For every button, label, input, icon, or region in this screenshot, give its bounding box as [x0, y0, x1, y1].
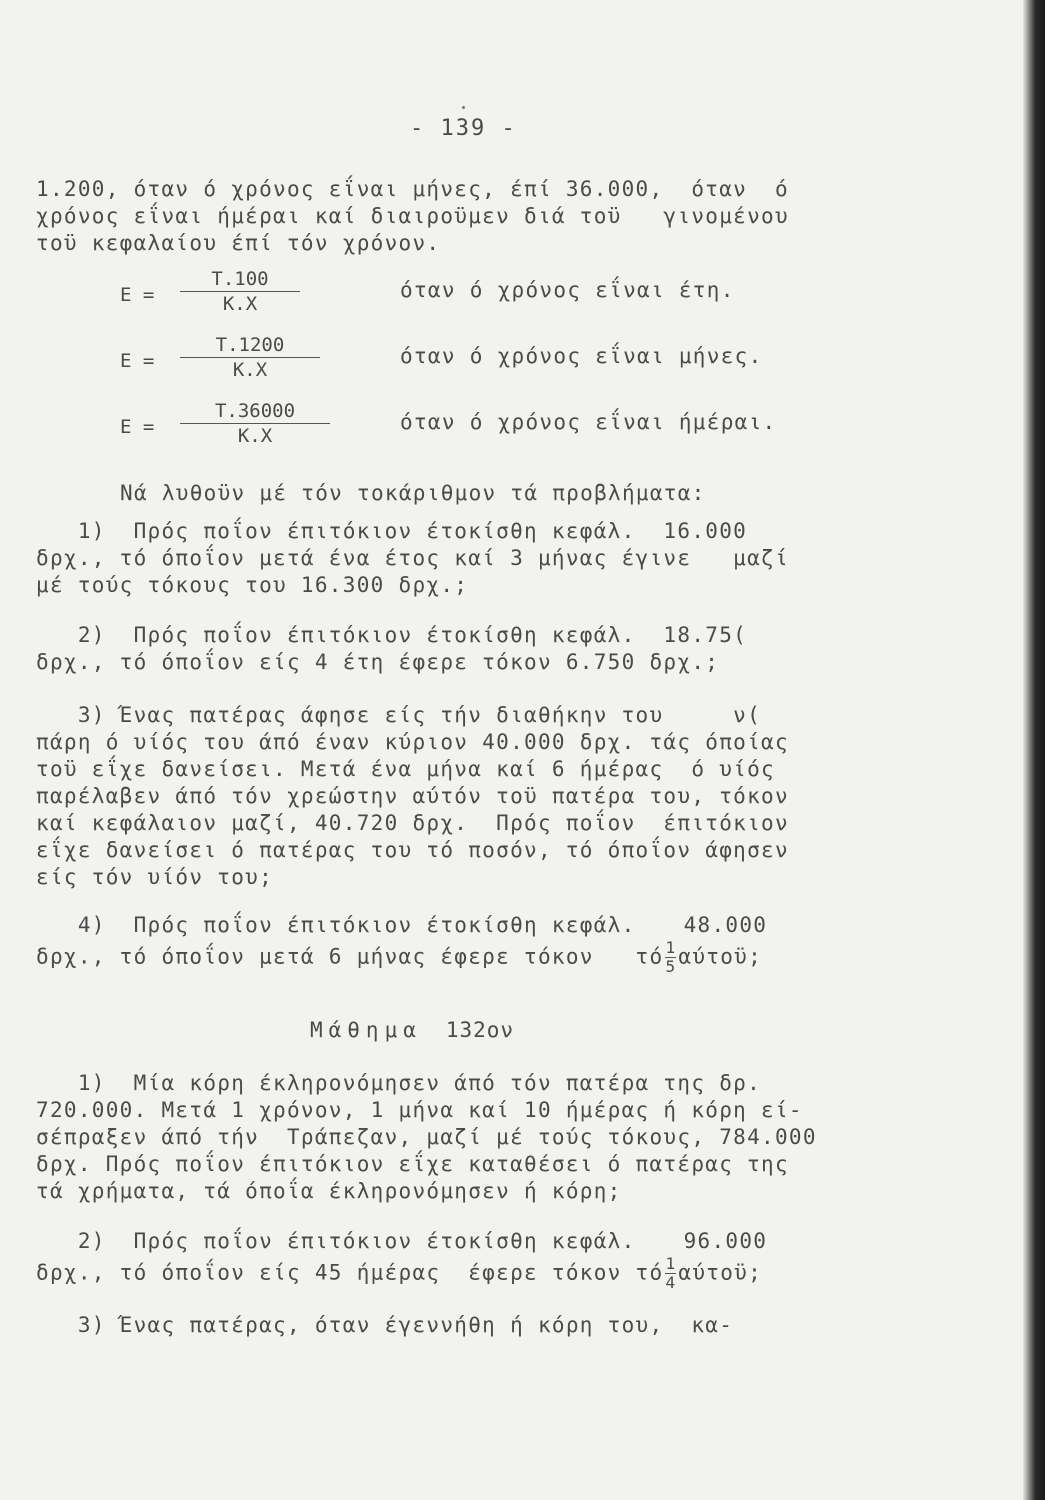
problem-text: δρχ., τό όποΐον είς 45 ήμέρας έφερε τόκον τό [36, 1260, 664, 1285]
intro-line: χρόνος εΐναι ήμέραι καί διαιροϋμεν διά τοϋ γινομένου [36, 204, 789, 228]
formula-description: όταν ό χρόνος εΐναι ήμέραι. [400, 410, 777, 434]
scan-edge-shadow [1023, 0, 1045, 1500]
page-number: - 139 - [410, 116, 517, 141]
problem-text: 4) Πρός ποΐον έπιτόκιον έτοκίσθη κεφάλ. [36, 913, 636, 937]
problem-line [36, 1256, 896, 1291]
problem-line: πάρη ό υίός του άπό έναν κύριον 40.000 δρχ. τάς όποίας [36, 730, 789, 754]
formula-numerator: Τ.1200 [215, 334, 285, 356]
problem-line: τοϋ εΐχε δανείσει. Μετά ένα μήνα καί 6 ήμέρας ό υίός [36, 757, 775, 781]
formula-lhs: Ε = [120, 350, 155, 372]
formula-lhs: Ε = [120, 416, 155, 438]
formula-fraction [180, 400, 330, 447]
formula-fraction [180, 268, 300, 315]
problem-line: 2) Πρός ποΐον έπιτόκιον έτοκίσθη κεφάλ. 18.75( [36, 623, 748, 647]
problem-amount: 96.000 [683, 1229, 768, 1253]
formula-denominator: Κ.Χ [237, 425, 273, 447]
problem-text: αύτοϋ; [678, 1260, 763, 1285]
problem-line: μέ τούς τόκους του 16.300 δρχ.; [36, 573, 469, 597]
fraction-denominator: 4 [665, 1273, 677, 1292]
formula-lhs: Ε = [120, 284, 155, 306]
fraction-numerator: 1 [665, 1254, 677, 1273]
fraction-denominator: 5 [665, 957, 677, 976]
problem-line: δρχ. Πρός ποΐον έπιτόκιον εΐχε καταθέσει ό πατέρας της [36, 1152, 789, 1176]
problem-line: 3) Ένας πατέρας, όταν έγεννήθη ή κόρη του, κα- [36, 1313, 734, 1337]
fraction-bar [180, 291, 300, 292]
fraction-bar [180, 357, 320, 358]
problem-line [36, 1228, 896, 1254]
lesson-number: 132ον [445, 1018, 515, 1042]
formula-denominator: Κ.Χ [222, 293, 258, 315]
problem-line: παρέλαβεν άπό τόν χρεώστην αύτόν τοϋ πατέρα του, τόκον [36, 784, 789, 808]
formula-fraction [180, 334, 320, 381]
problem-line: 1) Μία κόρη έκληρονόμησεν άπό τόν πατέρα της δρ. [36, 1071, 762, 1095]
formula-description: όταν ό χρόνος εΐναι μήνες. [400, 344, 763, 368]
intro-line: τοϋ κεφαλαίου έπί τόν χρόνον. [36, 231, 441, 255]
problem-line: δρχ., τό όποΐον μετά ένα έτος καί 3 μήνας έγινε μαζί [36, 546, 789, 570]
problem-line: 720.000. Μετά 1 χρόνον, 1 μήνα καί 10 ήμέρας ή κόρη εί- [36, 1098, 803, 1122]
formula-numerator: Τ.36000 [214, 400, 296, 422]
problem-line: είς τόν υίόν του; [36, 865, 274, 889]
problem-line [36, 912, 896, 938]
problem-line: τά χρήματα, τά όποΐα έκληρονόμησεν ή κόρη; [36, 1179, 622, 1203]
problem-amount: 48.000 [683, 913, 768, 937]
formula-description: όταν ό χρόνος εΐναι έτη. [400, 278, 735, 302]
ink-speck [462, 106, 465, 109]
fraction-numerator: 1 [665, 938, 677, 957]
problem-text: 2) Πρός ποΐον έπιτόκιον έτοκίσθη κεφάλ. [36, 1229, 636, 1253]
formula-months [120, 334, 900, 394]
problem-line: 1) Πρός ποΐον έπιτόκιον έτοκίσθη κεφάλ. 16.000 [36, 519, 748, 543]
formula-denominator: Κ.Χ [232, 359, 268, 381]
inline-fraction [665, 940, 676, 975]
problem-line: εΐχε δανείσει ό πατέρας του τό ποσόν, τό όποΐον άφησεν [36, 838, 789, 862]
instruction-line: Νά λυθοϋν μέ τόν τοκάριθμον τά προβλήματα: [120, 481, 706, 505]
problem-line: σέπραξεν άπό τήν Τράπεζαν, μαζί μέ τούς τόκους, 784.000 [36, 1125, 817, 1149]
inline-fraction [665, 1256, 676, 1291]
problem-text: δρχ., τό όποΐον μετά 6 μήνας έφερε τόκον τό [36, 944, 664, 969]
intro-line: 1.200, όταν ό χρόνος εΐναι μήνες, έπί 36.000, όταν ό [36, 177, 789, 201]
problem-line: δρχ., τό όποΐον είς 4 έτη έφερε τόκον 6.750 δρχ.; [36, 650, 720, 674]
fraction-bar [180, 423, 330, 424]
formula-years [120, 268, 900, 328]
problem-text: αύτοϋ; [678, 944, 763, 969]
problem-line: 3) Ένας πατέρας άφησε είς τήν διαθήκην του ν( [36, 703, 762, 727]
problem-line [36, 940, 896, 975]
lesson-title: Μάθημα [310, 1018, 422, 1042]
formula-days [120, 400, 900, 460]
formula-numerator: Τ.100 [211, 268, 269, 290]
problem-line: καί κεφάλαιον μαζί, 40.720 δρχ. Πρός ποΐον έπιτόκιον [36, 811, 789, 835]
lesson-heading [310, 1018, 514, 1042]
